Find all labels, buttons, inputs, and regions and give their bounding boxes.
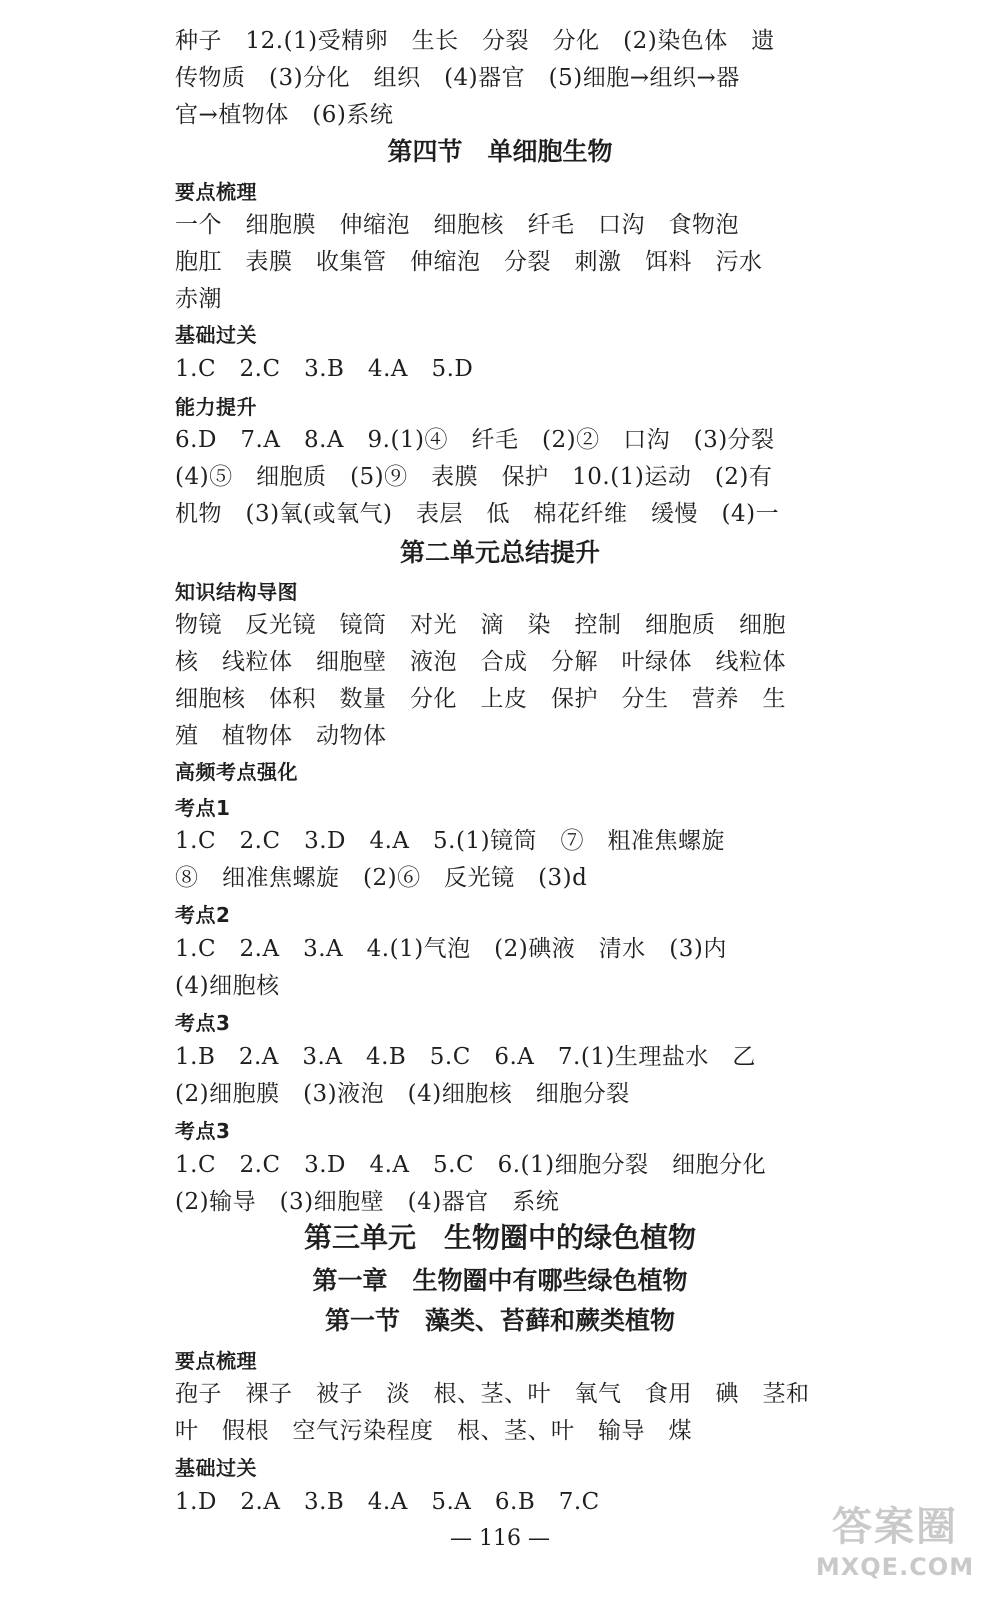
page-number: — 116 —	[450, 1526, 550, 1551]
text-line: 殖 植物体 动物体	[175, 723, 387, 749]
section-heading: 考点1	[175, 796, 231, 820]
section-heading: 基础过关	[175, 1456, 257, 1480]
text-line: 1.C 2.A 3.A 4.(1)气泡 (2)碘液 清水 (3)内	[175, 936, 727, 962]
text-line: 机物 (3)氧(或氧气) 表层 低 棉花纤维 缓慢 (4)一	[175, 501, 780, 527]
section-heading: 能力提升	[175, 395, 257, 419]
text-line: (2)细胞膜 (3)液泡 (4)细胞核 细胞分裂	[175, 1081, 630, 1107]
text-line: (4)⑤ 细胞质 (5)⑨ 表膜 保护 10.(1)运动 (2)有	[175, 464, 773, 490]
text-line: (4)细胞核	[175, 973, 280, 999]
text-line: 赤潮	[175, 286, 222, 312]
section-heading: 考点3	[175, 1011, 231, 1035]
text-line: 传物质 (3)分化 组织 (4)器官 (5)细胞→组织→器	[175, 65, 740, 91]
text-line: 种子 12.(1)受精卵 生长 分裂 分化 (2)染色体 遗	[175, 28, 775, 54]
chapter-title: 第一章 生物圈中有哪些绿色植物	[312, 1266, 688, 1295]
text-line: 物镜 反光镜 镜筒 对光 滴 染 控制 细胞质 细胞	[175, 612, 786, 638]
section-title: 第四节 单细胞生物	[387, 137, 613, 166]
watermark-text: 答案圈	[832, 1504, 958, 1550]
unit-title: 第三单元 生物圈中的绿色植物	[303, 1221, 696, 1254]
unit-summary-title: 第二单元总结提升	[399, 538, 600, 567]
text-line: 胞肛 表膜 收集管 伸缩泡 分裂 刺激 饵料 污水	[175, 249, 763, 275]
watermark-url: MXQE.COM	[815, 1553, 975, 1581]
section-title: 第一节 藻类、苔藓和蕨类植物	[324, 1306, 675, 1335]
text-line: 1.C 2.C 3.D 4.A 5.C 6.(1)细胞分裂 细胞分化	[175, 1152, 767, 1178]
text-line: (2)输导 (3)细胞壁 (4)器官 系统	[175, 1189, 560, 1215]
section-heading: 要点梳理	[175, 1349, 257, 1373]
section-heading: 考点3	[175, 1119, 231, 1143]
text-line: 一个 细胞膜 伸缩泡 细胞核 纤毛 口沟 食物泡	[175, 212, 739, 238]
section-heading: 知识结构导图	[175, 580, 298, 604]
text-line: 核 线粒体 细胞壁 液泡 合成 分解 叶绿体 线粒体	[175, 649, 786, 675]
text-line: 1.C 2.C 3.B 4.A 5.D	[175, 356, 474, 382]
text-line: ⑧ 细准焦螺旋 (2)⑥ 反光镜 (3)d	[175, 865, 588, 891]
text-line: 1.B 2.A 3.A 4.B 5.C 6.A 7.(1)生理盐水 乙	[175, 1044, 756, 1070]
text-line: 1.D 2.A 3.B 4.A 5.A 6.B 7.C	[175, 1489, 600, 1515]
section-heading: 基础过关	[175, 323, 257, 347]
text-line: 1.C 2.C 3.D 4.A 5.(1)镜筒 ⑦ 粗准焦螺旋	[175, 828, 726, 854]
watermark-logo	[810, 1502, 980, 1592]
text-line: 叶 假根 空气污染程度 根、茎、叶 输导 煤	[175, 1418, 692, 1444]
text-line: 孢子 裸子 被子 淡 根、茎、叶 氧气 食用 碘 茎和	[175, 1381, 810, 1407]
section-heading: 高频考点强化	[175, 760, 298, 784]
text-line: 6.D 7.A 8.A 9.(1)④ 纤毛 (2)② 口沟 (3)分裂	[175, 427, 775, 453]
section-heading: 要点梳理	[175, 180, 257, 204]
text-line: 细胞核 体积 数量 分化 上皮 保护 分生 营养 生	[175, 686, 786, 712]
section-heading: 考点2	[175, 903, 231, 927]
text-line: 官→植物体 (6)系统	[175, 102, 394, 128]
